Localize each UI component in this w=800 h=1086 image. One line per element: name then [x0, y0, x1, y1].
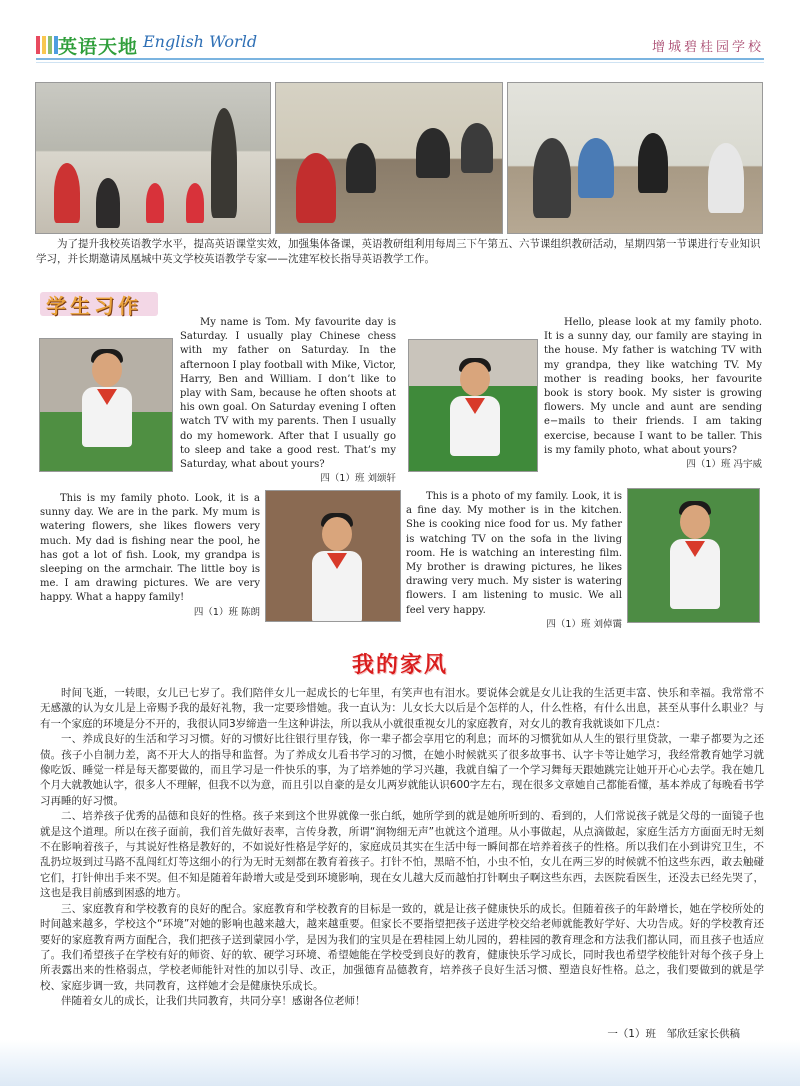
essay-paragraph-2: 一、养成良好的生活和学习习惯。好的习惯好比往银行里存钱，你一辈子都会享用它的利息；而坏的习惯犹如从人生的银行里贷款，一辈子都要为之还债。孩子小自制力差，离不开大人的指导和监督。为了养成女儿看书学习的习惯，在她小时候就买了很多故事书、认字卡等让她学习，我经常教育她学习就像吃饭、睡觉一样是每天都要做的，而且学习是一件快乐的事，为了培养她的学习兴趣，我就自编了一个学习舞每天跟她跳完让她开开心心去学。我在她几个月大就教她认字，很多人不理解，但我不以为意，而且引以自豪的是女儿两岁就能认识600字左右，现在很多文章她自己都能看懂，基本养成了每晚看书学习再睡的好习惯。 [40, 733, 764, 807]
brand-title-en: English World [143, 32, 258, 51]
essay-paragraph-3: 二、培养孩子优秀的品德和良好的性格。孩子来到这个世界就像一张白纸，她所学到的就是她所听到的、看到的，人们常说孩子就是父母的一面镜子也就是这个道理。所以在孩子面前，我们首先做好表率，言传身教，所谓“润物细无声”也就这个道理。从小事做起，从点滴做起，家庭生活方方面面无时无刻不在影响着孩子，与其说好性格是教好的，不如说好性格是学好的，家庭成员其实在生活中每一瞬间都在培养着孩子的性格。所以我们在小到讲究卫生，不乱扔垃圾到过马路不乱闯红灯等这细小的行为无时无刻都在教育着孩子。打针不怕，黑暗不怕，小虫不怕，女儿在两三岁的时候就不怕这些东西，敢去触碰它们，打针伸出手来不哭。但不知是随着年龄增大或是受到环境影响，现在女儿越大反而越怕打针啊虫子啊这些东西，去医院看医生，还没去已经先哭了，这也是我目前感到困惑的地方。 [40, 810, 764, 900]
student-photo-3 [265, 490, 401, 622]
student-photo-1 [39, 338, 173, 472]
student-story-1 [180, 316, 396, 486]
story-author: 四（1）班 刘颂轩 [320, 473, 396, 485]
color-bar-red [36, 36, 40, 54]
student-photo-4 [627, 488, 760, 623]
section-title-text: 学生习作 [46, 294, 142, 318]
student-section-title [40, 288, 160, 318]
essay-paragraph-5: 伴随着女儿的成长，让我们共同教育，共同分享！感谢各位老师！ [61, 995, 366, 1008]
color-bar-green [48, 36, 52, 54]
brand-title-cn: 英语天地 [58, 36, 139, 58]
brand-color-bars [36, 36, 58, 54]
header-divider-thin [36, 62, 764, 63]
story-author: 四（1）班 刘倬霭 [546, 618, 622, 630]
story-text: This is my family photo. Look, it is a sunny day. We are in the park. My mum is watering flowers, she likes flowers very much. My dad is fishing near the pool, he has got a lot of fish. Look, my grandpa is sleeping on the armchair. The little boy is me. I am drawing pictures. We are very happy. What a happy family! [40, 493, 260, 604]
photo-teaching-meeting-3 [507, 82, 763, 234]
color-bar-yellow [42, 36, 46, 54]
photo-teaching-meeting-1 [35, 82, 271, 234]
story-text: My name is Tom. My favourite day is Saturday. I usually play Chinese chess with my father on Saturday. In the afternoon I play football with Mike, Victor, Harry, Ben and William. I don’t like to play with Sam, because he often shoots at his own goal. On Saturday evening I often watch TV with my parents. Then I usually do my homework. After that I usually go to sleep and take a good rest. That’s my Saturday, what about yours? [180, 317, 396, 471]
student-story-2 [544, 316, 762, 472]
essay-paragraph-4: 三、家庭教育和学校教育的良好的配合。家庭教育和学校教育的目标是一致的，就是让孩子健康快乐的成长。但随着孩子的年龄增长，她在学校所处的时间越来越多，学校这个“环境”对她的影响也越来越大，越来越重要。但家长不要指望把孩子送进学校交给老师就能教好学好、大功告成。好的学校教育还要好的家庭教育两方面配合，我们把孩子送到蒙园小学，是因为我们的宝贝是在碧桂园上幼儿园的，碧桂园的教育理念和方法我们都认同，而且孩子也适应了。我们希望孩子在学校有好的师资、好的软、硬学习环境、希望她能在学校受到良好的教育，健康快乐学习成长，同时我也希望学校能针对每个孩子身上所表露出来的性格弱点，学校老师能针对性的加以引导、改正，加强德育品德教育，培养孩子良好生活习惯、塑造良好性格。总之，我们要做到的就是学校、家庭步调一致，共同教育，这样她才会是健康快乐成长。 [40, 902, 764, 992]
story-author: 四（1）班 陈朗 [193, 606, 260, 618]
essay-paragraph-1: 时间飞逝，一转眼，女儿已七岁了。我们陪伴女儿一起成长的七年里，有笑声也有泪水。要说体会就是女儿让我的生活更丰富、快乐和幸福。我常常不无感激的认为女儿是上帝赐予我的最好礼物，我一定要珍惜她。我一直认为：儿女长大以后是个怎样的人，什么性格，有什么出息，甚至从事什么职业？与有一个家庭的环境是分不开的，我很认同3岁缔造一生这种讲法，所以我从小就很重视女儿的家庭教育，对女儿的教育我就谈如下几点： [40, 687, 764, 730]
school-name: 增城碧桂园学校 [651, 40, 764, 55]
family-section-title: 我的家风 [351, 653, 448, 678]
story-author: 四（1）班 冯宇威 [686, 459, 762, 471]
student-story-3 [40, 492, 260, 620]
page-header [0, 0, 800, 80]
essay-signature: 一（1）班 邹欣廷家长供稿 [607, 1028, 740, 1040]
header-divider [36, 58, 764, 60]
footer-decoration [0, 1040, 800, 1086]
family-essay [40, 686, 764, 1010]
story-text: Hello, please look at my family photo. It is a sunny day, our family are staying in the house. My father is watching TV with my grandpa, they like watching TV. My mother is reading books, her favourite book is story book. My sister is growing flowers. My uncle and aunt are sending e−mails to their friends. I am taking exercise, because I want to be taller. This is my family photo, what about yours? [544, 317, 762, 456]
photo-caption: 为了提升我校英语教学水平，提高英语课堂实效，加强集体备课，英语教研组利用每周三下午第五、六节课组织教研活动，星期四第一节课进行专业知识学习，并长期邀请凤凰城中英文学校英语教学专家——沈建军校长指导英语教学工作。 [36, 238, 761, 265]
student-story-4 [406, 490, 622, 632]
student-photo-2 [408, 339, 538, 472]
story-text: This is a photo of my family. Look, it is a fine day. My mother is in the kitchen. She is cooking nice food for us. My father is watching TV on the sofa in the living room. He is watching an interesting film. My brother is drawing pictures, he likes drawing very much. My sister is watering flowers. I am listening to music. We all feel very happy. [406, 491, 622, 616]
photo-teaching-meeting-2 [275, 82, 503, 234]
